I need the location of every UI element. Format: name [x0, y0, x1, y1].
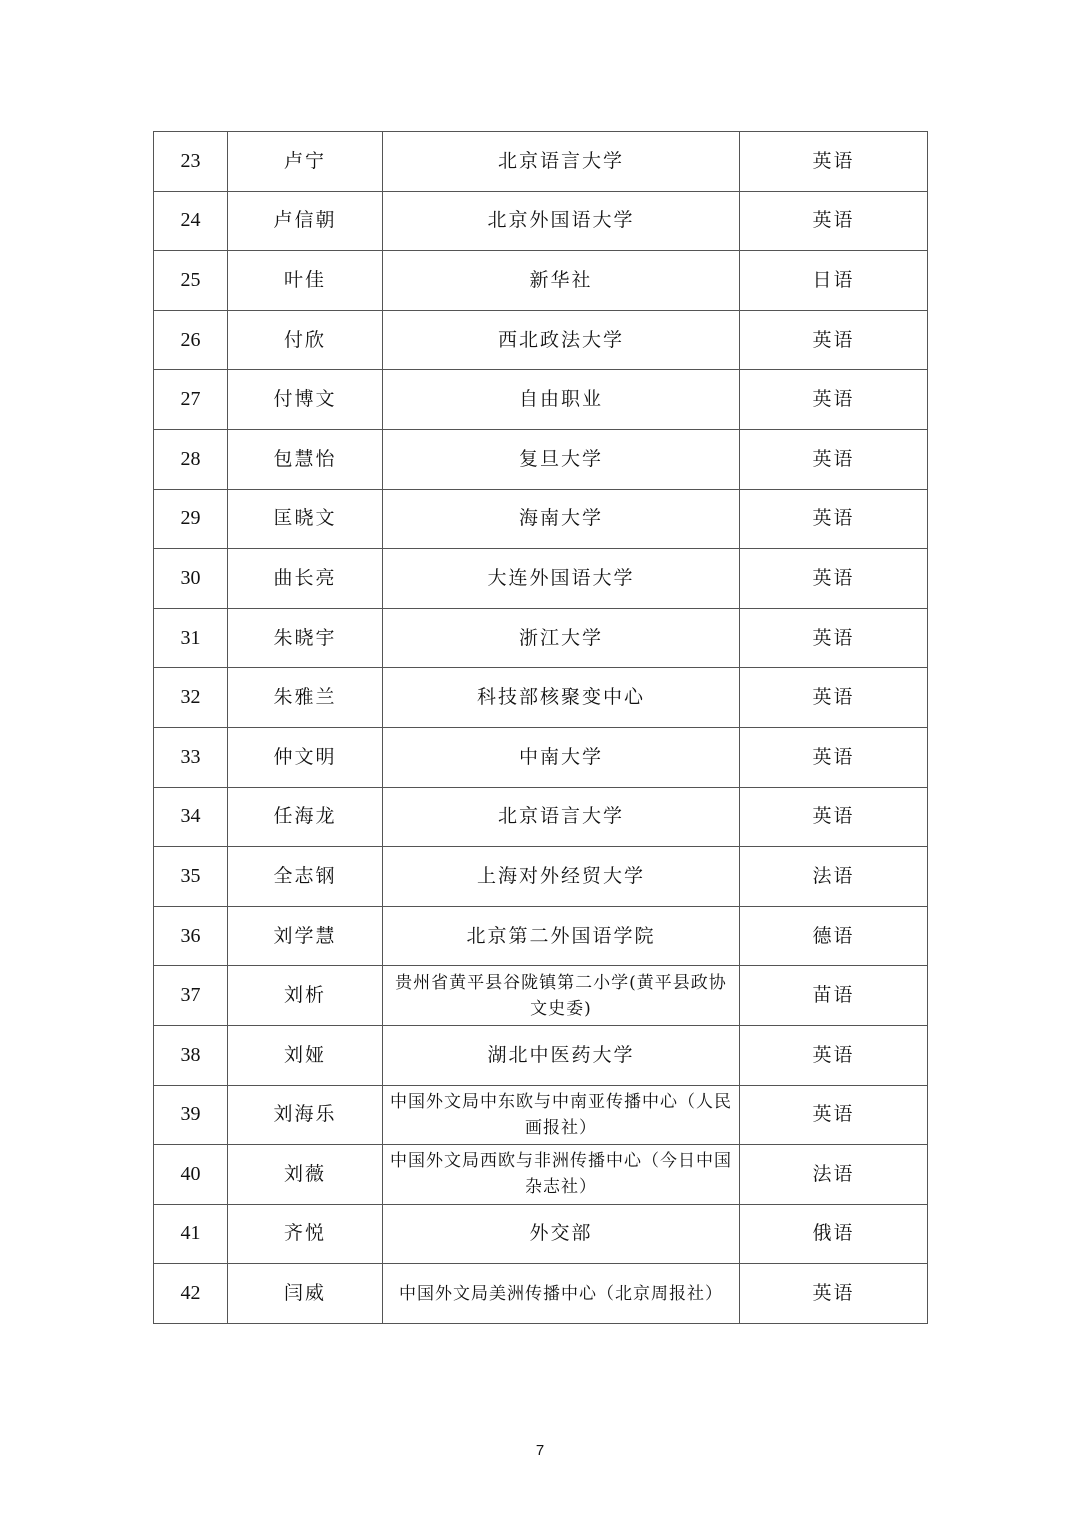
language-cell: 苗语 — [740, 966, 928, 1026]
language-cell: 英语 — [740, 132, 928, 192]
language-cell: 英语 — [740, 608, 928, 668]
row-number-cell: 30 — [154, 549, 228, 609]
name-cell: 卢宁 — [228, 132, 383, 192]
row-number-cell: 37 — [154, 966, 228, 1026]
name-cell: 刘海乐 — [228, 1085, 383, 1145]
organization-cell: 大连外国语大学 — [383, 549, 740, 609]
language-cell: 英语 — [740, 727, 928, 787]
table-row — [154, 966, 928, 1026]
language-cell: 英语 — [740, 370, 928, 430]
table-row — [154, 1085, 928, 1145]
name-cell: 曲长亮 — [228, 549, 383, 609]
row-number-cell: 39 — [154, 1085, 228, 1145]
name-cell: 仲文明 — [228, 727, 383, 787]
organization-cell: 北京外国语大学 — [383, 191, 740, 251]
organization-cell: 中南大学 — [383, 727, 740, 787]
organization-cell: 中国外文局美洲传播中心（北京周报社） — [383, 1264, 740, 1324]
table-row — [154, 1025, 928, 1085]
row-number-cell: 35 — [154, 847, 228, 907]
row-number-cell: 26 — [154, 310, 228, 370]
organization-cell: 自由职业 — [383, 370, 740, 430]
name-cell: 任海龙 — [228, 787, 383, 847]
organization-cell: 贵州省黄平县谷陇镇第二小学(黄平县政协文史委) — [383, 966, 740, 1026]
row-number-cell: 41 — [154, 1204, 228, 1264]
table-row — [154, 727, 928, 787]
name-cell: 匡晓文 — [228, 489, 383, 549]
language-cell: 日语 — [740, 251, 928, 311]
row-number-cell: 25 — [154, 251, 228, 311]
table-row — [154, 787, 928, 847]
organization-cell: 外交部 — [383, 1204, 740, 1264]
row-number-cell: 28 — [154, 429, 228, 489]
row-number-cell: 23 — [154, 132, 228, 192]
row-number-cell: 36 — [154, 906, 228, 966]
row-number-cell: 24 — [154, 191, 228, 251]
name-cell: 刘薇 — [228, 1145, 383, 1205]
name-cell: 卢信朝 — [228, 191, 383, 251]
row-number-cell: 38 — [154, 1025, 228, 1085]
name-cell: 付欣 — [228, 310, 383, 370]
table-row — [154, 847, 928, 907]
table-row — [154, 1204, 928, 1264]
row-number-cell: 34 — [154, 787, 228, 847]
organization-cell: 海南大学 — [383, 489, 740, 549]
name-cell: 刘析 — [228, 966, 383, 1026]
organization-cell: 西北政法大学 — [383, 310, 740, 370]
row-number-cell: 29 — [154, 489, 228, 549]
row-number-cell: 31 — [154, 608, 228, 668]
organization-cell: 复旦大学 — [383, 429, 740, 489]
roster-table — [153, 131, 928, 1324]
name-cell: 闫威 — [228, 1264, 383, 1324]
table-row — [154, 310, 928, 370]
organization-cell: 中国外文局西欧与非洲传播中心（今日中国杂志社） — [383, 1145, 740, 1205]
table-row — [154, 608, 928, 668]
page-number: 7 — [535, 1442, 545, 1459]
table-row — [154, 1264, 928, 1324]
row-number-cell: 42 — [154, 1264, 228, 1324]
language-cell: 英语 — [740, 310, 928, 370]
table-row — [154, 132, 928, 192]
language-cell: 英语 — [740, 1025, 928, 1085]
name-cell: 齐悦 — [228, 1204, 383, 1264]
table-row — [154, 668, 928, 728]
table-row — [154, 1145, 928, 1205]
roster-table-body — [154, 132, 928, 1324]
name-cell: 朱晓宇 — [228, 608, 383, 668]
language-cell: 法语 — [740, 847, 928, 907]
language-cell: 法语 — [740, 1145, 928, 1205]
name-cell: 刘娅 — [228, 1025, 383, 1085]
language-cell: 俄语 — [740, 1204, 928, 1264]
language-cell: 英语 — [740, 787, 928, 847]
table-row — [154, 191, 928, 251]
organization-cell: 北京第二外国语学院 — [383, 906, 740, 966]
organization-cell: 中国外文局中东欧与中南亚传播中心（人民画报社） — [383, 1085, 740, 1145]
language-cell: 英语 — [740, 191, 928, 251]
organization-cell: 上海对外经贸大学 — [383, 847, 740, 907]
organization-cell: 新华社 — [383, 251, 740, 311]
table-row — [154, 549, 928, 609]
language-cell: 英语 — [740, 1085, 928, 1145]
name-cell: 付博文 — [228, 370, 383, 430]
organization-cell: 北京语言大学 — [383, 132, 740, 192]
row-number-cell: 32 — [154, 668, 228, 728]
name-cell: 刘学慧 — [228, 906, 383, 966]
row-number-cell: 33 — [154, 727, 228, 787]
table-row — [154, 906, 928, 966]
language-cell: 英语 — [740, 1264, 928, 1324]
table-row — [154, 489, 928, 549]
language-cell: 英语 — [740, 429, 928, 489]
row-number-cell: 27 — [154, 370, 228, 430]
name-cell: 朱雅兰 — [228, 668, 383, 728]
organization-cell: 湖北中医药大学 — [383, 1025, 740, 1085]
name-cell: 包慧怡 — [228, 429, 383, 489]
table-row — [154, 370, 928, 430]
row-number-cell: 40 — [154, 1145, 228, 1205]
organization-cell: 浙江大学 — [383, 608, 740, 668]
organization-cell: 科技部核聚变中心 — [383, 668, 740, 728]
table-row — [154, 251, 928, 311]
language-cell: 英语 — [740, 549, 928, 609]
language-cell: 英语 — [740, 668, 928, 728]
organization-cell: 北京语言大学 — [383, 787, 740, 847]
table-row — [154, 429, 928, 489]
name-cell: 全志钢 — [228, 847, 383, 907]
language-cell: 英语 — [740, 489, 928, 549]
language-cell: 德语 — [740, 906, 928, 966]
name-cell: 叶佳 — [228, 251, 383, 311]
